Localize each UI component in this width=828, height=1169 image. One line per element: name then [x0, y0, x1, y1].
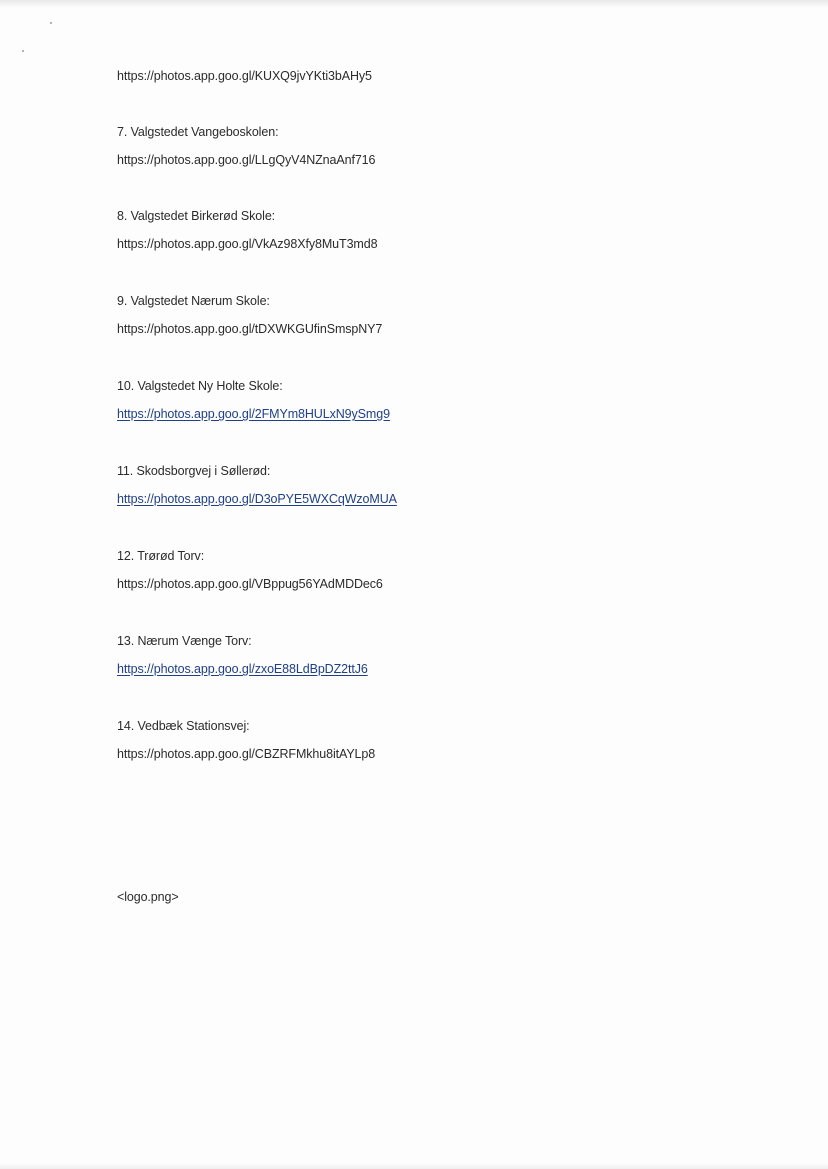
scan-speck: [22, 50, 24, 52]
heading-7: 7. Valgstedet Vangeboskolen:: [117, 125, 279, 139]
scan-speck: [50, 22, 52, 24]
url-14: https://photos.app.goo.gl/CBZRFMkhu8itAYLp8: [117, 747, 376, 761]
logo-placeholder: <logo.png>: [117, 890, 179, 904]
scan-edge-top: [0, 0, 828, 8]
link-13[interactable]: https://photos.app.goo.gl/zxoE88LdBpDZ2ttJ6: [117, 662, 368, 676]
heading-14: 14. Vedbæk Stationsvej:: [117, 719, 250, 733]
url-12: https://photos.app.goo.gl/VBppug56YAdMDDec6: [117, 577, 383, 591]
url-6: https://photos.app.goo.gl/KUXQ9jvYKti3bAHy5: [117, 69, 372, 83]
scan-edge-bottom: [0, 1163, 828, 1169]
heading-11: 11. Skodsborgvej i Søllerød:: [117, 464, 271, 478]
url-9: https://photos.app.goo.gl/tDXWKGUfinSmspNY7: [117, 322, 383, 336]
url-8: https://photos.app.goo.gl/VkAz98Xfy8MuT3md8: [117, 237, 378, 251]
heading-12: 12. Trørød Torv:: [117, 549, 205, 563]
link-11[interactable]: https://photos.app.goo.gl/D3oPYE5WXCqWzoMUA: [117, 492, 397, 506]
heading-10: 10. Valgstedet Ny Holte Skole:: [117, 379, 283, 393]
link-10[interactable]: https://photos.app.goo.gl/2FMYm8HULxN9ySmg9: [117, 407, 390, 421]
url-7: https://photos.app.goo.gl/LLgQyV4NZnaAnf716: [117, 153, 376, 167]
heading-8: 8. Valgstedet Birkerød Skole:: [117, 209, 276, 223]
heading-9: 9. Valgstedet Nærum Skole:: [117, 294, 270, 308]
heading-13: 13. Nærum Vænge Torv:: [117, 634, 252, 648]
